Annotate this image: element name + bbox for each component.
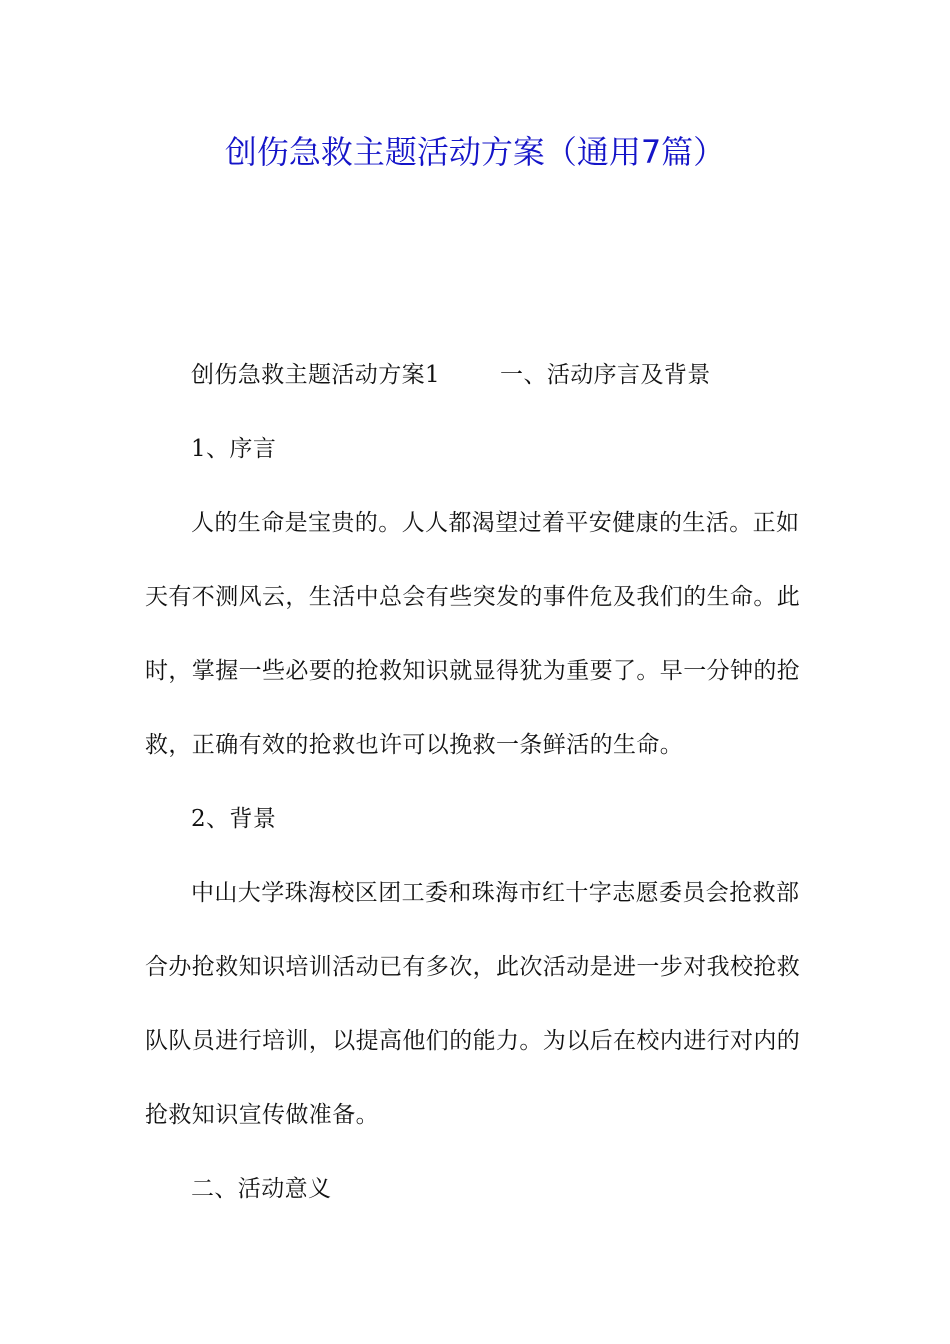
section-heading-significance: 二、活动意义 — [191, 1176, 332, 1202]
document-body — [145, 338, 815, 1226]
paragraph-background: 中山大学珠海校区团工委和珠海市红十字志愿委员会抢救部合办抢救知识培训活动已有多次，此次活动是进一步对我校抢救队队员进行培训，以提高他们的能力。为以后在校内进行对内的抢救知识宣传做准备。 — [145, 880, 801, 1128]
plan-heading: 创伤急救主题活动方案1 — [191, 362, 441, 388]
document-title: 创伤急救主题活动方案（通用7篇） — [224, 133, 726, 171]
subheading-background: 2、背景 — [191, 806, 277, 832]
paragraph-preface: 人的生命是宝贵的。人人都渴望过着平安健康的生活。正如天有不测风云，生活中总会有些突发的事件危及我们的生命。此时，掌握一些必要的抢救知识就显得犹为重要了。早一分钟的抢救，正确有效的抢救也许可以挽救一条鲜活的生命。 — [145, 510, 801, 758]
section-heading-background: 一、活动序言及背景 — [500, 362, 711, 388]
paragraph-intro — [145, 338, 815, 412]
subheading-preface: 1、序言 — [191, 436, 277, 462]
